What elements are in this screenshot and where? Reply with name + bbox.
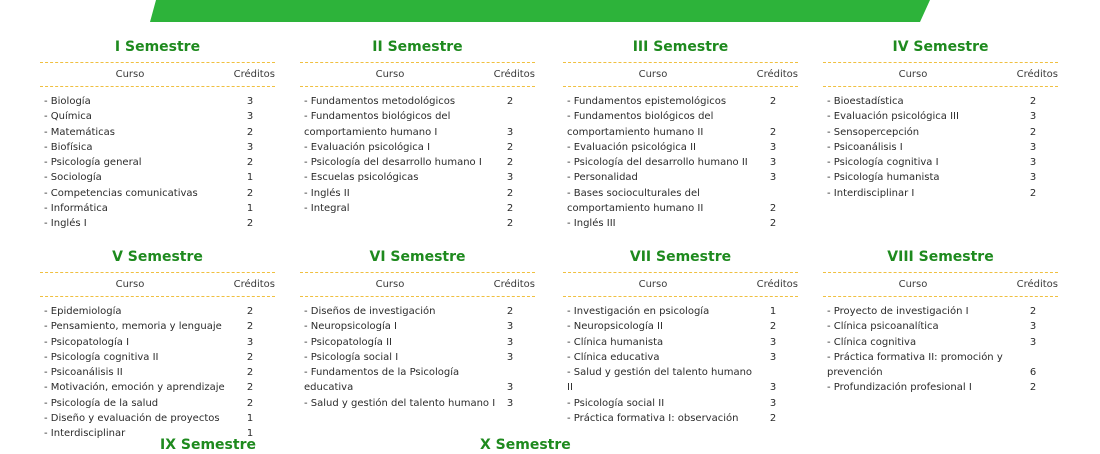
divider bbox=[823, 272, 1058, 273]
course-name: - Motivación, emoción y aprendizaje bbox=[44, 382, 225, 394]
course-name: - Fundamentos biológicos del comportamiento humano II bbox=[567, 111, 714, 138]
list-item bbox=[300, 335, 535, 350]
column-header bbox=[300, 69, 535, 83]
course-name: - Psicología humanista bbox=[827, 172, 940, 184]
list-item bbox=[40, 304, 275, 319]
list-item bbox=[563, 109, 798, 140]
list-item bbox=[300, 350, 535, 365]
creditos-header: Créditos bbox=[1016, 279, 1058, 290]
course-credits: 2 bbox=[506, 203, 514, 215]
curso-header: Curso bbox=[115, 279, 145, 290]
course-credits: 2 bbox=[246, 187, 254, 199]
list-item bbox=[563, 411, 798, 426]
course-credits: 3 bbox=[769, 351, 777, 363]
list-item bbox=[40, 411, 275, 426]
course-credits: 3 bbox=[246, 111, 254, 123]
semester-title: IX Semestre bbox=[160, 437, 256, 453]
list-item bbox=[40, 140, 275, 155]
course-credits: 2 bbox=[506, 187, 514, 199]
column-header bbox=[823, 69, 1058, 83]
course-name: - Psicoanálisis I bbox=[827, 141, 903, 153]
course-name: - Competencias comunicativas bbox=[44, 187, 198, 199]
list-item bbox=[40, 396, 275, 411]
semester-1 bbox=[40, 38, 275, 232]
semester-7 bbox=[563, 248, 798, 426]
list-item bbox=[563, 140, 798, 155]
course-name: - Clínica humanista bbox=[567, 336, 664, 348]
list-item bbox=[40, 216, 275, 231]
list-item bbox=[300, 186, 535, 201]
course-credits: 2 bbox=[506, 157, 514, 169]
course-credits: 2 bbox=[769, 321, 777, 333]
list-item bbox=[40, 186, 275, 201]
list-item bbox=[40, 125, 275, 140]
course-name: - Proyecto de investigación I bbox=[827, 306, 969, 317]
course-credits: 2 bbox=[246, 126, 254, 138]
course-name: - Epidemiología bbox=[44, 306, 122, 317]
course-name: - Fundamentos epistemológicos bbox=[567, 96, 727, 107]
semester-4 bbox=[823, 38, 1058, 201]
course-list bbox=[563, 94, 798, 232]
course-credits: 3 bbox=[1029, 157, 1037, 169]
course-name: - Diseño y evaluación de proyectos bbox=[44, 413, 220, 425]
divider bbox=[300, 272, 535, 273]
list-item bbox=[823, 125, 1058, 140]
course-credits: 3 bbox=[769, 157, 777, 169]
creditos-header: Créditos bbox=[756, 279, 798, 290]
list-item bbox=[563, 319, 798, 334]
course-name: - Inglés II bbox=[304, 187, 350, 199]
course-credits: 3 bbox=[506, 126, 514, 138]
divider bbox=[300, 296, 535, 297]
divider bbox=[300, 62, 535, 63]
list-item bbox=[40, 201, 275, 216]
course-credits: 3 bbox=[1029, 111, 1037, 123]
course-list bbox=[40, 304, 275, 442]
course-list bbox=[40, 94, 275, 232]
list-item bbox=[40, 155, 275, 170]
course-name bbox=[300, 216, 496, 231]
course-name: - Evaluación psicológica III bbox=[827, 111, 959, 123]
list-item bbox=[563, 186, 798, 217]
course-credits: 3 bbox=[1029, 172, 1037, 184]
course-credits: 2 bbox=[769, 413, 777, 425]
semester-10 bbox=[420, 436, 680, 454]
course-credits: 2 bbox=[246, 351, 254, 363]
course-credits: 2 bbox=[1029, 96, 1037, 107]
course-credits: 2 bbox=[246, 157, 254, 169]
divider bbox=[40, 272, 275, 273]
list-item bbox=[563, 216, 798, 231]
course-name: - Psicología social I bbox=[304, 351, 399, 363]
course-name: - Biofísica bbox=[44, 141, 93, 153]
course-list bbox=[300, 94, 535, 232]
course-name: - Clínica cognitiva bbox=[827, 336, 917, 348]
course-name: - Personalidad bbox=[567, 172, 638, 184]
column-header bbox=[300, 279, 535, 293]
course-credits: 3 bbox=[506, 351, 514, 363]
list-item bbox=[823, 140, 1058, 155]
course-credits: 2 bbox=[1029, 382, 1037, 394]
course-credits: 3 bbox=[246, 141, 254, 153]
course-name: - Psicología cognitiva I bbox=[827, 157, 939, 169]
divider bbox=[40, 86, 275, 87]
list-item bbox=[823, 319, 1058, 334]
course-credits: 3 bbox=[506, 321, 514, 333]
course-credits: 3 bbox=[506, 336, 514, 348]
course-credits: 2 bbox=[246, 367, 254, 379]
page-title bbox=[150, 0, 940, 1]
list-item bbox=[563, 365, 798, 396]
course-credits: 3 bbox=[506, 397, 514, 409]
divider bbox=[563, 62, 798, 63]
curso-header: Curso bbox=[115, 69, 145, 80]
course-name: - Clínica psicoanalítica bbox=[827, 321, 939, 333]
course-name: - Psicología del desarrollo humano II bbox=[567, 157, 748, 169]
list-item bbox=[40, 380, 275, 395]
list-item bbox=[40, 335, 275, 350]
list-item bbox=[300, 109, 535, 140]
list-item bbox=[563, 396, 798, 411]
course-credits: 2 bbox=[246, 397, 254, 409]
course-name: - Investigación en psicología bbox=[567, 306, 710, 317]
list-item bbox=[563, 304, 798, 319]
course-name: - Evaluación psicológica II bbox=[567, 141, 696, 153]
course-credits: 3 bbox=[769, 382, 777, 394]
creditos-header: Créditos bbox=[1016, 69, 1058, 80]
course-name: - Escuelas psicológicas bbox=[304, 172, 419, 184]
creditos-header: Créditos bbox=[493, 279, 535, 290]
curso-header: Curso bbox=[638, 69, 668, 80]
list-item bbox=[823, 350, 1058, 381]
list-item bbox=[40, 94, 275, 109]
list-item bbox=[300, 216, 535, 231]
semester-title: VI Semestre bbox=[369, 249, 466, 265]
course-name: - Psicología cognitiva II bbox=[44, 351, 159, 363]
semester-2 bbox=[300, 38, 535, 232]
semester-title: IV Semestre bbox=[892, 39, 989, 55]
list-item bbox=[563, 155, 798, 170]
course-name: - Sociología bbox=[44, 172, 102, 184]
course-name: - Práctica formativa I: observación bbox=[567, 413, 739, 425]
semester-8 bbox=[823, 248, 1058, 396]
course-credits: 3 bbox=[1029, 141, 1037, 153]
course-credits: 2 bbox=[246, 382, 254, 394]
list-item bbox=[563, 170, 798, 185]
course-credits: 2 bbox=[769, 126, 777, 138]
column-header bbox=[823, 279, 1058, 293]
course-name: - Psicopatología I bbox=[44, 336, 130, 348]
list-item bbox=[300, 140, 535, 155]
course-name: - Informática bbox=[44, 203, 108, 215]
list-item bbox=[823, 109, 1058, 124]
course-name: - Bases socioculturales del comportamiento humano II bbox=[567, 187, 704, 215]
divider bbox=[300, 86, 535, 87]
curso-header: Curso bbox=[638, 279, 668, 290]
list-item bbox=[563, 94, 798, 109]
course-credits: 2 bbox=[1029, 306, 1037, 317]
course-name: - Fundamentos biológicos del comportamiento humano I bbox=[304, 111, 451, 138]
list-item bbox=[40, 319, 275, 334]
course-credits: 1 bbox=[246, 428, 254, 440]
course-name: - Diseños de investigación bbox=[304, 306, 436, 317]
list-item bbox=[300, 155, 535, 170]
course-credits: 2 bbox=[769, 96, 777, 107]
column-header bbox=[40, 279, 275, 293]
course-name: - Sensopercepción bbox=[827, 126, 920, 138]
course-name: - Fundamentos metodológicos bbox=[304, 96, 456, 107]
course-credits: 2 bbox=[506, 141, 514, 153]
course-name: - Evaluación psicológica I bbox=[304, 141, 431, 153]
curso-header: Curso bbox=[898, 69, 928, 80]
list-item bbox=[300, 94, 535, 109]
divider bbox=[823, 86, 1058, 87]
list-item bbox=[823, 380, 1058, 395]
course-credits: 3 bbox=[246, 336, 254, 348]
course-credits: 3 bbox=[769, 172, 777, 184]
course-credits: 3 bbox=[246, 96, 254, 107]
creditos-header: Créditos bbox=[233, 69, 275, 80]
course-name: - Psicología de la salud bbox=[44, 397, 159, 409]
course-name: - Psicoanálisis II bbox=[44, 367, 123, 379]
course-name: - Inglés I bbox=[44, 218, 87, 230]
semester-title: X Semestre bbox=[480, 437, 571, 453]
column-header bbox=[563, 279, 798, 293]
course-credits: 2 bbox=[246, 321, 254, 333]
list-item bbox=[40, 170, 275, 185]
semester-6 bbox=[300, 248, 535, 411]
curso-header: Curso bbox=[898, 279, 928, 290]
semester-title: VII Semestre bbox=[629, 249, 732, 265]
course-credits: 3 bbox=[769, 397, 777, 409]
course-credits: 6 bbox=[1029, 367, 1037, 379]
course-credits: 2 bbox=[769, 203, 777, 215]
course-credits: 2 bbox=[1029, 126, 1037, 138]
column-header bbox=[40, 69, 275, 83]
divider bbox=[563, 296, 798, 297]
list-item bbox=[40, 350, 275, 365]
course-list bbox=[563, 304, 798, 426]
list-item bbox=[300, 365, 535, 396]
list-item bbox=[40, 365, 275, 380]
course-name: - Fundamentos de la Psicología educativa bbox=[304, 367, 460, 394]
semester-9 bbox=[70, 436, 330, 454]
list-item bbox=[823, 186, 1058, 201]
course-list bbox=[823, 94, 1058, 201]
semester-title: II Semestre bbox=[372, 39, 463, 55]
divider bbox=[823, 296, 1058, 297]
course-name: - Clínica educativa bbox=[567, 351, 660, 363]
course-name: - Salud y gestión del talento humano II bbox=[567, 367, 753, 394]
course-credits: 1 bbox=[246, 413, 254, 425]
list-item bbox=[563, 335, 798, 350]
list-item bbox=[300, 396, 535, 411]
creditos-header: Créditos bbox=[233, 279, 275, 290]
course-credits: 1 bbox=[246, 172, 254, 184]
divider bbox=[563, 272, 798, 273]
divider bbox=[40, 62, 275, 63]
course-credits: 3 bbox=[1029, 336, 1037, 348]
course-credits: 2 bbox=[246, 306, 254, 317]
course-name: - Práctica formativa II: promoción y prevención bbox=[827, 351, 1003, 379]
course-name: - Psicología general bbox=[44, 157, 142, 169]
course-credits: 2 bbox=[769, 218, 777, 230]
course-name: - Neuropsicología II bbox=[567, 321, 663, 333]
course-name: - Biología bbox=[44, 96, 91, 107]
list-item bbox=[300, 304, 535, 319]
course-name: - Pensamiento, memoria y lenguaje bbox=[44, 321, 222, 333]
semester-title: III Semestre bbox=[632, 39, 729, 55]
list-item bbox=[300, 201, 535, 216]
course-credits: 2 bbox=[506, 306, 514, 317]
course-credits: 3 bbox=[1029, 321, 1037, 333]
course-name: - Neuropsicología I bbox=[304, 321, 397, 333]
course-credits: 1 bbox=[769, 306, 777, 317]
creditos-header: Créditos bbox=[493, 69, 535, 80]
list-item bbox=[823, 155, 1058, 170]
semester-3 bbox=[563, 38, 798, 232]
semester-5 bbox=[40, 248, 275, 442]
creditos-header: Créditos bbox=[756, 69, 798, 80]
semester-title: VIII Semestre bbox=[887, 249, 994, 265]
course-name: - Psicología social II bbox=[567, 397, 665, 409]
list-item bbox=[300, 170, 535, 185]
course-credits: 3 bbox=[506, 172, 514, 184]
semester-title: I Semestre bbox=[114, 39, 201, 55]
course-list bbox=[823, 304, 1058, 396]
divider bbox=[563, 86, 798, 87]
list-item bbox=[823, 304, 1058, 319]
course-name: - Interdisciplinar bbox=[44, 428, 126, 440]
divider bbox=[823, 62, 1058, 63]
curso-header: Curso bbox=[375, 279, 405, 290]
list-item bbox=[40, 109, 275, 124]
list-item bbox=[563, 350, 798, 365]
course-credits: 3 bbox=[769, 336, 777, 348]
course-list bbox=[300, 304, 535, 411]
course-name: - Matemáticas bbox=[44, 126, 116, 138]
divider bbox=[40, 296, 275, 297]
course-name: - Salud y gestión del talento humano I bbox=[304, 397, 496, 409]
list-item bbox=[823, 335, 1058, 350]
course-name: - Profundización profesional I bbox=[827, 382, 972, 394]
course-name: - Psicología del desarrollo humano I bbox=[304, 157, 482, 169]
course-name: - Bioestadística bbox=[827, 96, 904, 107]
course-credits: 1 bbox=[246, 203, 254, 215]
course-credits: 2 bbox=[246, 218, 254, 230]
course-name: - Química bbox=[44, 111, 92, 123]
course-credits: 2 bbox=[1029, 187, 1037, 199]
list-item bbox=[823, 94, 1058, 109]
course-name: - Integral bbox=[304, 203, 350, 215]
curso-header: Curso bbox=[375, 69, 405, 80]
course-credits: 3 bbox=[506, 382, 514, 394]
course-credits: 2 bbox=[506, 96, 514, 107]
list-item bbox=[823, 170, 1058, 185]
page-banner bbox=[150, 0, 940, 22]
list-item bbox=[300, 319, 535, 334]
course-credits: 3 bbox=[769, 141, 777, 153]
course-name: - Interdisciplinar I bbox=[827, 187, 915, 199]
course-credits: 2 bbox=[506, 218, 514, 230]
banner-shape bbox=[150, 0, 940, 22]
course-name: - Inglés III bbox=[567, 218, 616, 230]
column-header bbox=[563, 69, 798, 83]
semester-title: V Semestre bbox=[112, 249, 203, 265]
course-name: - Psicopatología II bbox=[304, 336, 392, 348]
